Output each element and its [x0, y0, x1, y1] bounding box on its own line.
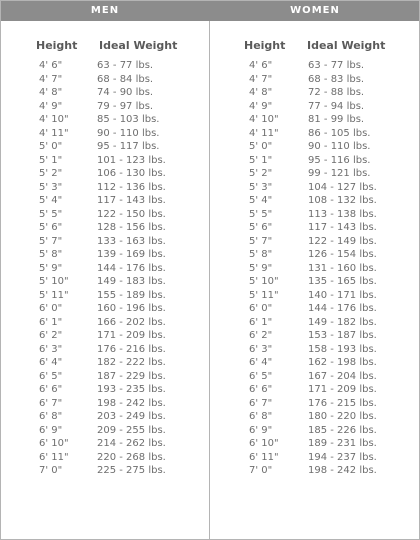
- men-weight-cell: 182 - 222 lbs.: [97, 357, 166, 368]
- women-height-cell: 6' 6": [249, 384, 273, 395]
- men-weight-cell: 133 - 163 lbs.: [97, 235, 166, 247]
- men-height-cell: 4' 7": [39, 73, 63, 85]
- men-weight-cell: 214 - 262 lbs.: [97, 438, 166, 449]
- women-height-cell: 5' 2": [249, 168, 273, 179]
- men-height-cell: 4' 8": [39, 87, 63, 98]
- men-height-cell: 5' 3": [39, 181, 63, 193]
- men-height-cell: 5' 2": [39, 168, 63, 179]
- women-height-cell: 4' 7": [249, 73, 273, 85]
- women-weight-cell: 171 - 209 lbs.: [308, 384, 377, 395]
- men-height-cell: 6' 8": [39, 411, 63, 422]
- women-height-cell: 5' 8": [249, 249, 273, 260]
- women-weight-cell: 108 - 132 lbs.: [308, 195, 377, 206]
- men-height-cell: 6' 3": [39, 343, 63, 355]
- women-weight-cell: 140 - 171 lbs.: [308, 289, 377, 301]
- women-weight-cell: 86 - 105 lbs.: [308, 127, 371, 139]
- women-height-cell: 4' 9": [249, 100, 273, 112]
- men-height-cell: 6' 0": [39, 303, 63, 314]
- women-weight-cell: 149 - 182 lbs.: [308, 316, 377, 328]
- men-weight-cell: 160 - 196 lbs.: [97, 303, 166, 314]
- women-header: WOMEN: [290, 5, 340, 16]
- women-weight-cell: 162 - 198 lbs.: [308, 357, 377, 368]
- women-height-cell: 5' 3": [249, 181, 273, 193]
- men-height-cell: 5' 0": [39, 141, 63, 152]
- men-height-cell: 5' 11": [39, 289, 69, 301]
- women-height-cell: 5' 4": [249, 195, 273, 206]
- men-weight-cell: 198 - 242 lbs.: [97, 397, 166, 409]
- men-weight-cell: 144 - 176 lbs.: [97, 262, 166, 274]
- women-weight-cell: 77 - 94 lbs.: [308, 100, 365, 112]
- women-weight-cell: 185 - 226 lbs.: [308, 424, 377, 436]
- men-weight-cell: 176 - 216 lbs.: [97, 343, 166, 355]
- men-weight-cell: 166 - 202 lbs.: [97, 316, 166, 328]
- men-height-cell: 5' 4": [39, 195, 63, 206]
- men-height-cell: 6' 5": [39, 370, 63, 382]
- women-height-cell: 5' 9": [249, 262, 273, 274]
- men-weight-cell: 149 - 183 lbs.: [97, 276, 166, 287]
- women-height-cell: 6' 8": [249, 411, 273, 422]
- women-weight-cell: 81 - 99 lbs.: [308, 114, 365, 125]
- men-weight-cell: 171 - 209 lbs.: [97, 330, 166, 341]
- men-weight-cell: 117 - 143 lbs.: [97, 195, 166, 206]
- women-weight-cell: 126 - 154 lbs.: [308, 249, 377, 260]
- women-height-cell: 5' 11": [249, 289, 279, 301]
- women-weight-column-heading: Ideal Weight: [307, 39, 386, 52]
- men-height-cell: 6' 9": [39, 424, 63, 436]
- men-weight-cell: 90 - 110 lbs.: [97, 127, 160, 139]
- women-weight-cell: 189 - 231 lbs.: [308, 438, 377, 449]
- women-height-cell: 6' 3": [249, 343, 273, 355]
- men-weight-cell: 155 - 189 lbs.: [97, 289, 166, 301]
- men-height-column-heading: Height: [36, 39, 78, 52]
- women-weight-cell: 113 - 138 lbs.: [308, 208, 377, 220]
- women-weight-cell: 158 - 193 lbs.: [308, 343, 377, 355]
- women-height-cell: 4' 6": [249, 60, 273, 71]
- men-height-cell: 5' 7": [39, 235, 63, 247]
- women-weight-cell: 167 - 204 lbs.: [308, 370, 377, 382]
- men-weight-cell: 79 - 97 lbs.: [97, 100, 154, 112]
- men-weight-cell: 122 - 150 lbs.: [97, 208, 166, 220]
- women-height-cell: 6' 2": [249, 330, 273, 341]
- men-weight-cell: 203 - 249 lbs.: [97, 411, 166, 422]
- women-weight-cell: 68 - 83 lbs.: [308, 73, 365, 85]
- women-height-cell: 5' 5": [249, 208, 273, 220]
- women-weight-cell: 122 - 149 lbs.: [308, 235, 377, 247]
- women-height-cell: 5' 0": [249, 141, 273, 152]
- women-weight-cell: 72 - 88 lbs.: [308, 87, 365, 98]
- men-height-cell: 4' 9": [39, 100, 63, 112]
- women-weight-cell: 99 - 121 lbs.: [308, 168, 371, 179]
- women-height-cell: 6' 9": [249, 424, 273, 436]
- column-divider: [209, 21, 210, 539]
- women-weight-cell: 90 - 110 lbs.: [308, 141, 371, 152]
- women-weight-cell: 104 - 127 lbs.: [308, 181, 377, 193]
- women-height-cell: 7' 0": [249, 465, 273, 476]
- women-height-cell: 6' 4": [249, 357, 273, 368]
- men-height-cell: 4' 11": [39, 127, 69, 139]
- women-height-cell: 6' 10": [249, 438, 279, 449]
- men-header: MEN: [90, 5, 120, 16]
- women-height-column-heading: Height: [244, 39, 286, 52]
- women-height-cell: 4' 10": [249, 114, 279, 125]
- men-height-cell: 7' 0": [39, 465, 63, 476]
- men-weight-cell: 128 - 156 lbs.: [97, 222, 166, 233]
- men-weight-cell: 85 - 103 lbs.: [97, 114, 160, 125]
- women-height-cell: 5' 6": [249, 222, 273, 233]
- women-weight-cell: 117 - 143 lbs.: [308, 222, 377, 233]
- women-weight-cell: 144 - 176 lbs.: [308, 303, 377, 314]
- men-weight-cell: 106 - 130 lbs.: [97, 168, 166, 179]
- header-bar: [1, 1, 419, 21]
- men-weight-cell: 63 - 77 lbs.: [97, 60, 154, 71]
- men-height-cell: 6' 1": [39, 316, 63, 328]
- men-weight-column-heading: Ideal Weight: [99, 39, 178, 52]
- men-height-cell: 5' 10": [39, 276, 69, 287]
- women-height-cell: 5' 1": [249, 154, 273, 166]
- men-weight-cell: 209 - 255 lbs.: [97, 424, 166, 436]
- women-height-cell: 6' 5": [249, 370, 273, 382]
- men-weight-cell: 220 - 268 lbs.: [97, 451, 166, 463]
- men-height-cell: 6' 11": [39, 451, 69, 463]
- men-height-cell: 6' 7": [39, 397, 63, 409]
- men-height-cell: 5' 5": [39, 208, 63, 220]
- women-weight-cell: 131 - 160 lbs.: [308, 262, 377, 274]
- men-weight-cell: 95 - 117 lbs.: [97, 141, 160, 152]
- men-weight-cell: 193 - 235 lbs.: [97, 384, 166, 395]
- women-weight-cell: 176 - 215 lbs.: [308, 397, 377, 409]
- men-height-cell: 5' 8": [39, 249, 63, 260]
- men-height-cell: 4' 6": [39, 60, 63, 71]
- women-height-cell: 5' 10": [249, 276, 279, 287]
- women-weight-cell: 180 - 220 lbs.: [308, 411, 377, 422]
- women-weight-cell: 63 - 77 lbs.: [308, 60, 365, 71]
- women-height-cell: 5' 7": [249, 235, 273, 247]
- men-weight-cell: 139 - 169 lbs.: [97, 249, 166, 260]
- women-weight-cell: 194 - 237 lbs.: [308, 451, 377, 463]
- men-weight-cell: 68 - 84 lbs.: [97, 73, 154, 85]
- men-weight-cell: 112 - 136 lbs.: [97, 181, 166, 193]
- men-height-cell: 4' 10": [39, 114, 69, 125]
- men-height-cell: 6' 6": [39, 384, 63, 395]
- women-height-cell: 6' 7": [249, 397, 273, 409]
- women-height-cell: 4' 8": [249, 87, 273, 98]
- men-height-cell: 5' 9": [39, 262, 63, 274]
- women-weight-cell: 153 - 187 lbs.: [308, 330, 377, 341]
- men-weight-cell: 187 - 229 lbs.: [97, 370, 166, 382]
- women-height-cell: 6' 11": [249, 451, 279, 463]
- men-height-cell: 5' 1": [39, 154, 63, 166]
- women-height-cell: 4' 11": [249, 127, 279, 139]
- women-weight-cell: 198 - 242 lbs.: [308, 465, 377, 476]
- men-height-cell: 6' 4": [39, 357, 63, 368]
- men-height-cell: 5' 6": [39, 222, 63, 233]
- men-height-cell: 6' 10": [39, 438, 69, 449]
- men-weight-cell: 225 - 275 lbs.: [97, 465, 166, 476]
- women-weight-cell: 95 - 116 lbs.: [308, 154, 371, 166]
- men-weight-cell: 101 - 123 lbs.: [97, 154, 166, 166]
- men-height-cell: 6' 2": [39, 330, 63, 341]
- men-weight-cell: 74 - 90 lbs.: [97, 87, 154, 98]
- women-height-cell: 6' 0": [249, 303, 273, 314]
- women-weight-cell: 135 - 165 lbs.: [308, 276, 377, 287]
- women-height-cell: 6' 1": [249, 316, 273, 328]
